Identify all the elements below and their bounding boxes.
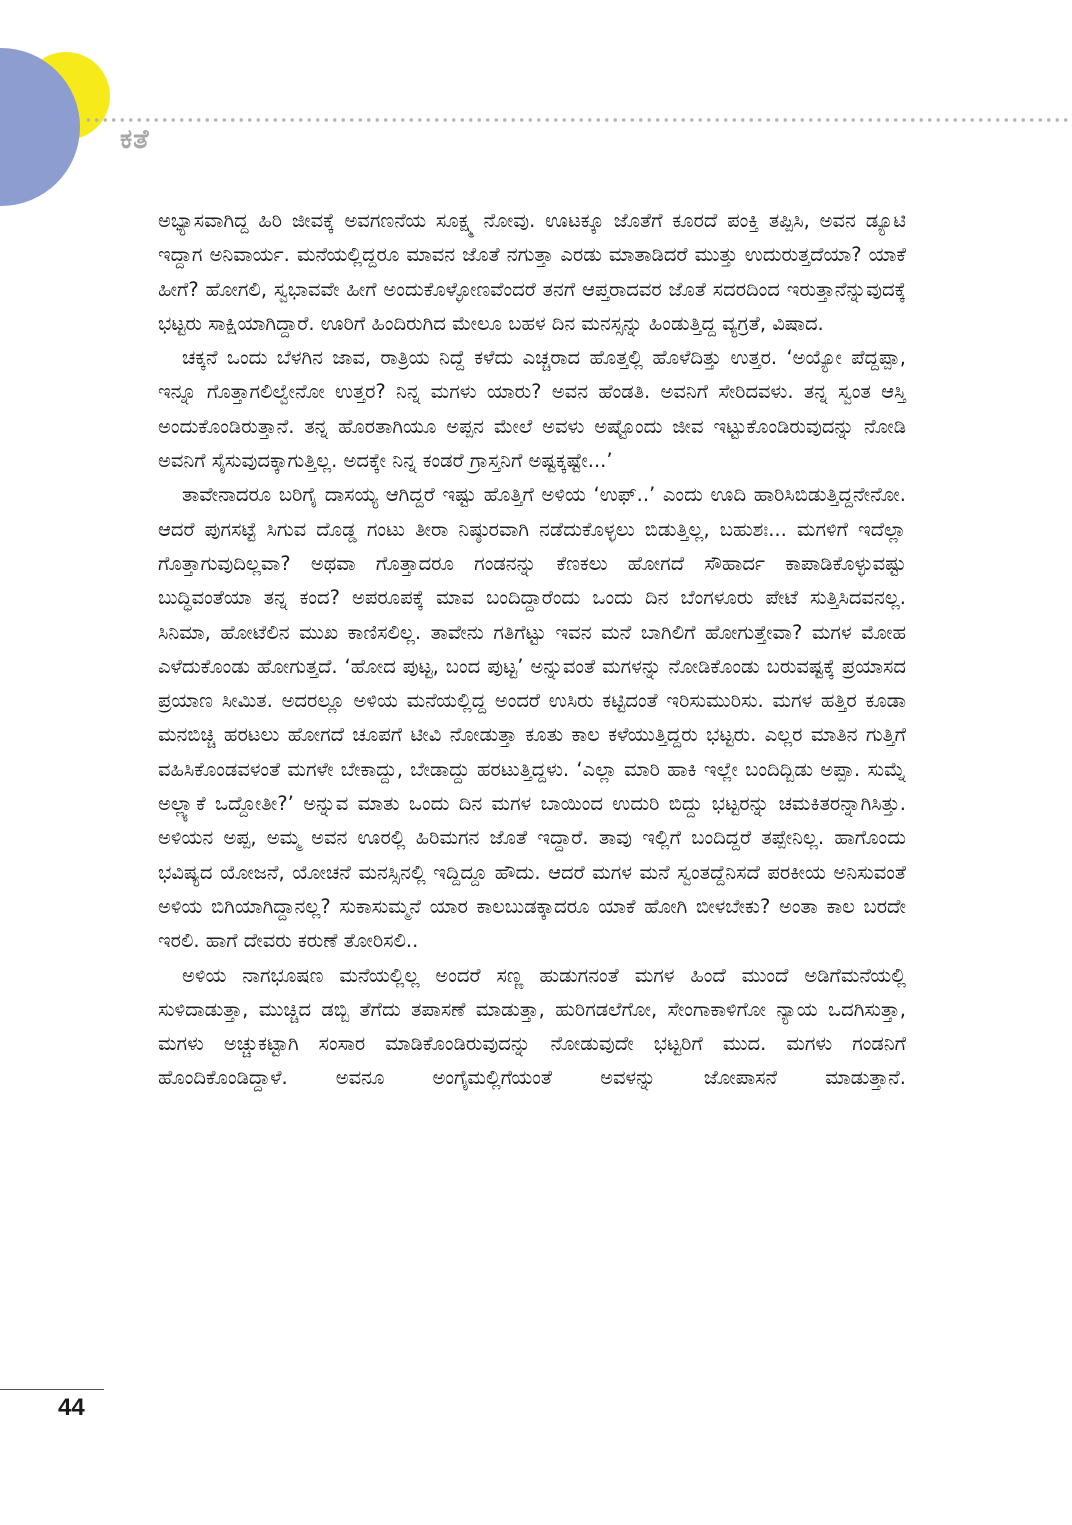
footer-rule xyxy=(0,1389,104,1390)
paragraph-4: ಅಳಿಯ ನಾಗಭೂಷಣ ಮನೆಯಲ್ಲಿಲ್ಲ ಅಂದರೆ ಸಣ್ಣ ಹುಡುಗನಂತೆ ಮಗಳ ಹಿಂದೆ ಮುಂದೆ ಅಡಿಗೆಮನೆಯಲ್ಲಿ ಸುಳಿದಾಡುತ್ತಾ, ಮುಚ್ಚಿದ ಡಬ್ಬಿ ತೆಗೆದು ತಪಾಸಣೆ ಮಾಡುತ್ತಾ, ಹುರಿಗಡಲೆಗೋ, ಸೇಂಗಾಕಾಳಿಗೋ ನ್ಯಾಯ ಒದಗಿಸುತ್ತಾ, ಮಗಳು ಅಚ್ಚುಕಟ್ಟಾಗಿ ಸಂಸಾರ ಮಾಡಿಕೊಂಡಿರುವುದನ್ನು ನೋಡುವುದೇ ಭಟ್ಟರಿಗೆ ಮುದ. ಮಗಳು ಗಂಡನಿಗೆ ಹೊಂದಿಕೊಂಡಿದ್ದಾಳೆ. ಅವನೂ ಅಂಗೈಮಲ್ಲಿಗೆಯಂತೆ ಅವಳನ್ನು ಜೋಪಾಸನೆ ಮಾಡುತ್ತಾನೆ. xyxy=(158,963,906,1090)
header-dotted-rule xyxy=(84,117,1072,123)
paragraph-2: ಚಕ್ಕನೆ ಒಂದು ಬೆಳಗಿನ ಜಾವ, ರಾತ್ರಿಯ ನಿದ್ದೆ ಕಳೆದು ಎಚ್ಚರಾದ ಹೊತ್ತಲ್ಲಿ ಹೊಳೆದಿತ್ತು ಉತ್ತರ. ‘ಅಯ್ಯೋ ಪೆದ್ದಪ್ಪಾ, ಇನ್ನೂ ಗೊತ್ತಾಗಲಿಲ್ವೇನೋ ಉತ್ತರ? ನಿನ್ನ ಮಗಳು ಯಾರು? ಅವನ ಹೆಂಡತಿ. ಅವನಿಗೆ ಸೇರಿದವಳು. ತನ್ನ ಸ್ವಂತ ಆಸ್ತಿ ಅಂದುಕೊಂಡಿರುತ್ತಾನೆ. ತನ್ನ ಹೊರತಾಗಿಯೂ ಅಪ್ಪನ ಮೇಲೆ ಅವಳು ಅಷ್ಟೊಂದು ಜೀವ ಇಟ್ಟುಕೊಂಡಿರುವುದನ್ನು ನೋಡಿ ಅವನಿಗೆ ಸೈಸುವುದಕ್ಕಾಗುತ್ತಿಲ್ಲ. ಅದಕ್ಕೇ ನಿನ್ನ ಕಂಡರೆ ಗ್ರಾಸ್ತನಿಗೆ ಅಷ್ಟಕ್ಕಷ್ಟೇ...’ xyxy=(158,346,906,473)
paragraph-3: ತಾವೇನಾದರೂ ಬರಿಗೈ ದಾಸಯ್ಯ ಆಗಿದ್ದರೆ ಇಷ್ಟು ಹೊತ್ತಿಗೆ ಅಳಿಯ ‘ಉಫ್..’ ಎಂದು ಊದಿ ಹಾರಿಸಿಬಿಡುತ್ತಿದ್ದನೇನೋ. ಆದರೆ ಪುಗಸಟ್ಟೆ ಸಿಗುವ ದೊಡ್ಡ ಗಂಟು ತೀರಾ ನಿಷ್ಠುರವಾಗಿ ನಡೆದುಕೊಳ್ಳಲು ಬಿಡುತ್ತಿಲ್ಲ, ಬಹುಶಃ... ಮಗಳಿಗೆ ಇದೆಲ್ಲಾ ಗೊತ್ತಾಗುವುದಿಲ್ಲವಾ? ಅಥವಾ ಗೊತ್ತಾದರೂ ಗಂಡನನ್ನು ಕೆಣಕಲು ಹೋಗದೆ ಸೌಹಾರ್ದ ಕಾಪಾಡಿಕೊಳ್ಳುವಷ್ಟು ಬುದ್ಧಿವಂತೆಯಾ ತನ್ನ ಕಂದ? ಅಪರೂಪಕ್ಕೆ ಮಾವ ಬಂದಿದ್ದಾರೆಂದು ಒಂದು ದಿನ ಬೆಂಗಳೂರು ಪೇಟೆ ಸುತ್ತಿಸಿದವನಲ್ಲ. ಸಿನಿಮಾ, ಹೋಟೆಲಿನ ಮುಖ ಕಾಣಿಸಲಿಲ್ಲ. ತಾವೇನು ಗತಿಗೆಟ್ಟು ಇವನ ಮನೆ ಬಾಗಿಲಿಗೆ ಹೋಗುತ್ತೇವಾ? ಮಗಳ ಮೋಹ ಎಳೆದುಕೊಂಡು ಹೋಗುತ್ತದೆ. ‘ಹೋದ ಪುಟ್ಟ, ಬಂದ ಪುಟ್ಟ’ ಅನ್ನುವಂತೆ ಮಗಳನ್ನು ನೋಡಿಕೊಂಡು ಬರುವಷ್ಟಕ್ಕೆ ಪ್ರಯಾಸದ ಪ್ರಯಾಣ ಸೀಮಿತ. ಅದರಲ್ಲೂ ಅಳಿಯ ಮನೆಯಲ್ಲಿದ್ದ ಅಂದರೆ ಉಸಿರು ಕಟ್ಟಿದಂತೆ ಇರಿಸುಮುರಿಸು. ಮಗಳ ಹತ್ತಿರ ಕೂಡಾ ಮನಬಿಚ್ಚಿ ಹರಟಲು ಹೋಗದೆ ಚೂಪಗೆ ಟೀವಿ ನೋಡುತ್ತಾ ಕೂತು ಕಾಲ ಕಳೆಯುತ್ತಿದ್ದರು ಭಟ್ಟರು. ಎಲ್ಲರ ಮಾತಿನ ಗುತ್ತಿಗೆ ವಹಿಸಿಕೊಂಡವಳಂತೆ ಮಗಳೇ ಬೇಕಾದ್ದು, ಬೇಡಾದ್ದು ಹರಟುತ್ತಿದ್ದಳು. ‘ಎಲ್ಲಾ ಮಾರಿ ಹಾಕಿ ಇಲ್ಲೇ ಬಂದಿದ್ಬಿಡು ಅಪ್ಪಾ. ಸುಮ್ನೆ ಅಲ್ಲ್ಯಾಕೆ ಒದ್ದೋತೀ?’ ಅನ್ನುವ ಮಾತು ಒಂದು ದಿನ ಮಗಳ ಬಾಯಿಂದ ಉದುರಿ ಬಿದ್ದು ಭಟ್ಟರನ್ನು ಚಮಕಿತರನ್ನಾಗಿಸಿತ್ತು. ಅಳಿಯನ ಅಪ್ಪ, ಅಮ್ಮ ಅವನ ಊರಲ್ಲಿ ಹಿರಿಮಗನ ಜೊತೆ ಇದ್ದಾರೆ. ತಾವು ಇಲ್ಲಿಗೆ ಬಂದಿದ್ದರೆ ತಪ್ಪೇನಿಲ್ಲ. ಹಾಗೊಂದು ಭವಿಷ್ಯದ ಯೋಜನೆ, ಯೋಚನೆ ಮನಸ್ಸಿನಲ್ಲಿ ಇದ್ದಿದ್ದೂ ಹೌದು. ಆದರೆ ಮಗಳ ಮನೆ ಸ್ವಂತದ್ದೆನಿಸದೆ ಪರಕೀಯ ಅನಿಸುವಂತೆ ಅಳಿಯ ಬಿಗಿಯಾಗಿದ್ದಾನಲ್ಲ? ಸುಕಾಸುಮ್ಮನೆ ಯಾರ ಕಾಲಬುಡಕ್ಕಾದರೂ ಯಾಕೆ ಹೋಗಿ ಬೀಳಬೇಕು? ಅಂತಾ ಕಾಲ ಬರದೇ ಇರಲಿ. ಹಾಗೆ ದೇವರು ಕರುಣೆ ತೋರಿಸಲಿ.. xyxy=(158,483,906,953)
section-label: ಕತೆ xyxy=(120,124,150,155)
page-number: 44 xyxy=(58,1394,85,1421)
paragraph-1: ಅಭ್ಯಾಸವಾಗಿದ್ದ ಹಿರಿ ಜೀವಕ್ಕೆ ಅವಗಣನೆಯ ಸೂಕ್ಷ್ಮ ನೋವು. ಊಟಕ್ಕೂ ಜೊತೆಗೆ ಕೂರದೆ ಪಂಕ್ತಿ ತಪ್ಪಿಸಿ, ಅವನ ಡ್ಯೂಟಿ ಇದ್ದಾಗ ಅನಿವಾರ್ಯ. ಮನೆಯಲ್ಲಿದ್ದರೂ ಮಾವನ ಜೊತೆ ನಗುತ್ತಾ ಎರಡು ಮಾತಾಡಿದರೆ ಮುತ್ತು ಉದುರುತ್ತದೆಯಾ? ಯಾಕೆ ಹೀಗೆ? ಹೋಗಲಿ, ಸ್ವಭಾವವೇ ಹೀಗೆ ಅಂದುಕೊಳ್ಳೋಣವೆಂದರೆ ತನಗೆ ಆಪ್ತರಾದವರ ಜೊತೆ ಸದರದಿಂದ ಇರುತ್ತಾನೆನ್ನುವುದಕ್ಕೆ ಭಟ್ಟರು ಸಾಕ್ಷಿಯಾಗಿದ್ದಾರೆ. ಊರಿಗೆ ಹಿಂದಿರುಗಿದ ಮೇಲೂ ಬಹಳ ದಿನ ಮನಸ್ಸನ್ನು ಹಿಂಡುತ್ತಿದ್ದ ವ್ಯಗ್ರತೆ, ವಿಷಾದ. xyxy=(158,209,906,335)
story-body xyxy=(158,204,906,1096)
